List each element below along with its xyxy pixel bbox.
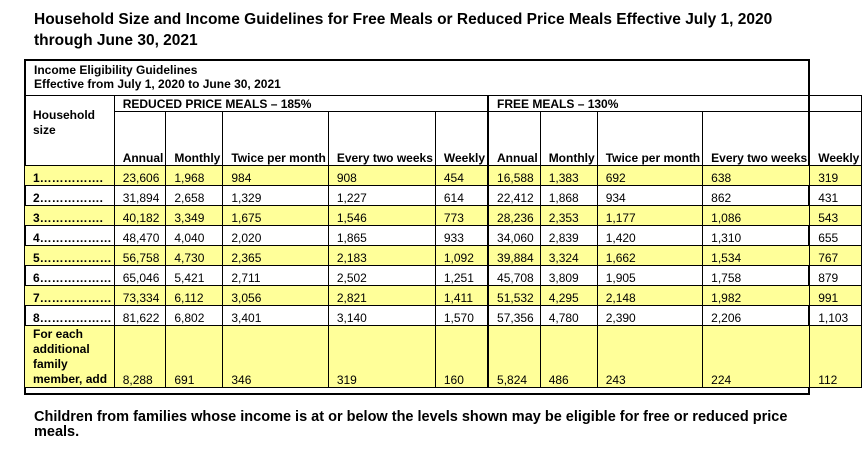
free-value-cell: 3,809: [540, 266, 597, 286]
table-row: [25, 266, 862, 286]
free-value-cell: 2,148: [597, 286, 702, 306]
reduced-value-cell: 2,502: [328, 266, 435, 286]
reduced-value-cell: 1,865: [328, 226, 435, 246]
free-weekly-header: Weekly: [810, 112, 862, 166]
reduced-value-cell: 1,675: [223, 206, 328, 226]
reduced-value-cell: 773: [435, 206, 487, 226]
reduced-every-two-weeks-header: Every two weeks: [328, 112, 435, 166]
table-row: [25, 306, 862, 326]
household-size-label: 8………………: [25, 306, 115, 326]
reduced-annual-header: Annual: [114, 112, 166, 166]
free-value-cell: 934: [597, 186, 702, 206]
reduced-value-cell: 3,401: [223, 306, 328, 326]
reduced-value-cell: 1,570: [435, 306, 487, 326]
free-value-cell: 1,383: [540, 166, 597, 186]
reduced-additional-cell: 691: [166, 326, 223, 388]
reduced-value-cell: 2,020: [223, 226, 328, 246]
free-value-cell: 1,103: [810, 306, 862, 326]
free-value-cell: 1,662: [597, 246, 702, 266]
reduced-weekly-header: Weekly: [435, 112, 487, 166]
free-value-cell: 431: [810, 186, 862, 206]
reduced-twice-per-month-header: Twice per month: [223, 112, 328, 166]
reduced-value-cell: 614: [435, 186, 487, 206]
free-value-cell: 655: [810, 226, 862, 246]
reduced-value-cell: 2,658: [166, 186, 223, 206]
reduced-value-cell: 2,711: [223, 266, 328, 286]
free-value-cell: 22,412: [489, 186, 541, 206]
reduced-value-cell: 1,227: [328, 186, 435, 206]
reduced-value-cell: 2,183: [328, 246, 435, 266]
reduced-value-cell: 31,894: [114, 186, 166, 206]
table-row: [25, 246, 862, 266]
household-size-label: 3…………….: [25, 206, 115, 226]
free-value-cell: 1,310: [703, 226, 810, 246]
free-value-cell: 1,758: [703, 266, 810, 286]
reduced-additional-cell: 8,288: [114, 326, 166, 388]
free-value-cell: 991: [810, 286, 862, 306]
reduced-value-cell: 81,622: [114, 306, 166, 326]
free-value-cell: 3,324: [540, 246, 597, 266]
household-size-label: 2…………….: [25, 186, 115, 206]
free-twice-per-month-header: Twice per month: [597, 112, 702, 166]
reduced-value-cell: 933: [435, 226, 487, 246]
free-additional-cell: 112: [810, 326, 862, 388]
free-value-cell: 692: [597, 166, 702, 186]
eligibility-caption-line2: Effective from July 1, 2020 to June 30, 2021: [34, 77, 281, 91]
household-size-label: 7………………: [25, 286, 115, 306]
table-row: [25, 206, 862, 226]
free-value-cell: 57,356: [489, 306, 541, 326]
free-value-cell: 1,905: [597, 266, 702, 286]
reduced-value-cell: 4,730: [166, 246, 223, 266]
reduced-value-cell: 1,968: [166, 166, 223, 186]
reduced-value-cell: 56,758: [114, 246, 166, 266]
reduced-value-cell: 65,046: [114, 266, 166, 286]
reduced-value-cell: 3,349: [166, 206, 223, 226]
reduced-monthly-header: Monthly: [166, 112, 223, 166]
reduced-value-cell: 1,092: [435, 246, 487, 266]
free-additional-cell: 243: [597, 326, 702, 388]
reduced-value-cell: 454: [435, 166, 487, 186]
household-size-label: 1…………….: [25, 166, 115, 186]
reduced-value-cell: 23,606: [114, 166, 166, 186]
reduced-value-cell: 908: [328, 166, 435, 186]
reduced-value-cell: 2,821: [328, 286, 435, 306]
income-guidelines-table: [24, 95, 862, 388]
table-row: [25, 226, 862, 246]
household-size-label: 4………………: [25, 226, 115, 246]
free-additional-cell: 224: [703, 326, 810, 388]
free-annual-header: Annual: [489, 112, 541, 166]
table-row: [25, 166, 862, 186]
reduced-value-cell: 48,470: [114, 226, 166, 246]
reduced-additional-cell: 346: [223, 326, 328, 388]
eligibility-caption-line1: Income Eligibility Guidelines: [34, 63, 198, 77]
free-value-cell: 2,839: [540, 226, 597, 246]
reduced-value-cell: 2,365: [223, 246, 328, 266]
column-header-row: [25, 112, 862, 166]
free-value-cell: 45,708: [489, 266, 541, 286]
footer-note: Children from families whose income is at or below the levels shown may be eligible for free or reduced price meals.: [34, 409, 788, 440]
free-value-cell: 16,588: [489, 166, 541, 186]
free-value-cell: 1,868: [540, 186, 597, 206]
free-value-cell: 1,534: [703, 246, 810, 266]
free-value-cell: 4,780: [540, 306, 597, 326]
reduced-value-cell: 984: [223, 166, 328, 186]
free-value-cell: 543: [810, 206, 862, 226]
free-value-cell: 879: [810, 266, 862, 286]
reduced-additional-cell: 319: [328, 326, 435, 388]
free-value-cell: 2,206: [703, 306, 810, 326]
free-value-cell: 2,353: [540, 206, 597, 226]
free-monthly-header: Monthly: [540, 112, 597, 166]
reduced-value-cell: 1,251: [435, 266, 487, 286]
free-value-cell: 862: [703, 186, 810, 206]
additional-member-label: For each additional family member, add: [25, 326, 115, 388]
reduced-value-cell: 1,329: [223, 186, 328, 206]
free-value-cell: 1,177: [597, 206, 702, 226]
table-row: [25, 286, 862, 306]
group-header-row: [25, 96, 862, 112]
reduced-price-group-header: REDUCED PRICE MEALS – 185%: [114, 96, 487, 112]
additional-member-row: [25, 326, 862, 388]
reduced-value-cell: 40,182: [114, 206, 166, 226]
reduced-value-cell: 1,411: [435, 286, 487, 306]
eligibility-caption: [34, 63, 281, 91]
reduced-value-cell: 1,546: [328, 206, 435, 226]
table-row: [25, 186, 862, 206]
reduced-value-cell: 6,802: [166, 306, 223, 326]
free-additional-cell: 486: [540, 326, 597, 388]
free-additional-cell: 5,824: [489, 326, 541, 388]
reduced-value-cell: 3,140: [328, 306, 435, 326]
free-every-two-weeks-header: Every two weeks: [703, 112, 810, 166]
free-value-cell: 319: [810, 166, 862, 186]
reduced-value-cell: 3,056: [223, 286, 328, 306]
household-size-label: 5………………: [25, 246, 115, 266]
reduced-additional-cell: 160: [435, 326, 487, 388]
free-value-cell: 2,390: [597, 306, 702, 326]
household-size-header: Household size: [25, 96, 115, 166]
free-value-cell: 51,532: [489, 286, 541, 306]
free-value-cell: 638: [703, 166, 810, 186]
free-value-cell: 34,060: [489, 226, 541, 246]
free-value-cell: 1,086: [703, 206, 810, 226]
reduced-value-cell: 73,334: [114, 286, 166, 306]
free-meals-group-header: FREE MEALS – 130%: [489, 96, 862, 112]
free-value-cell: 4,295: [540, 286, 597, 306]
page-title: Household Size and Income Guidelines for Free Meals or Reduced Price Meals Effective July 1, 2020 through June 30, 2021: [34, 11, 773, 49]
free-value-cell: 28,236: [489, 206, 541, 226]
reduced-value-cell: 6,112: [166, 286, 223, 306]
free-value-cell: 1,982: [703, 286, 810, 306]
free-value-cell: 767: [810, 246, 862, 266]
free-value-cell: 1,420: [597, 226, 702, 246]
reduced-value-cell: 5,421: [166, 266, 223, 286]
household-size-label: 6………………: [25, 266, 115, 286]
reduced-value-cell: 4,040: [166, 226, 223, 246]
free-value-cell: 39,884: [489, 246, 541, 266]
